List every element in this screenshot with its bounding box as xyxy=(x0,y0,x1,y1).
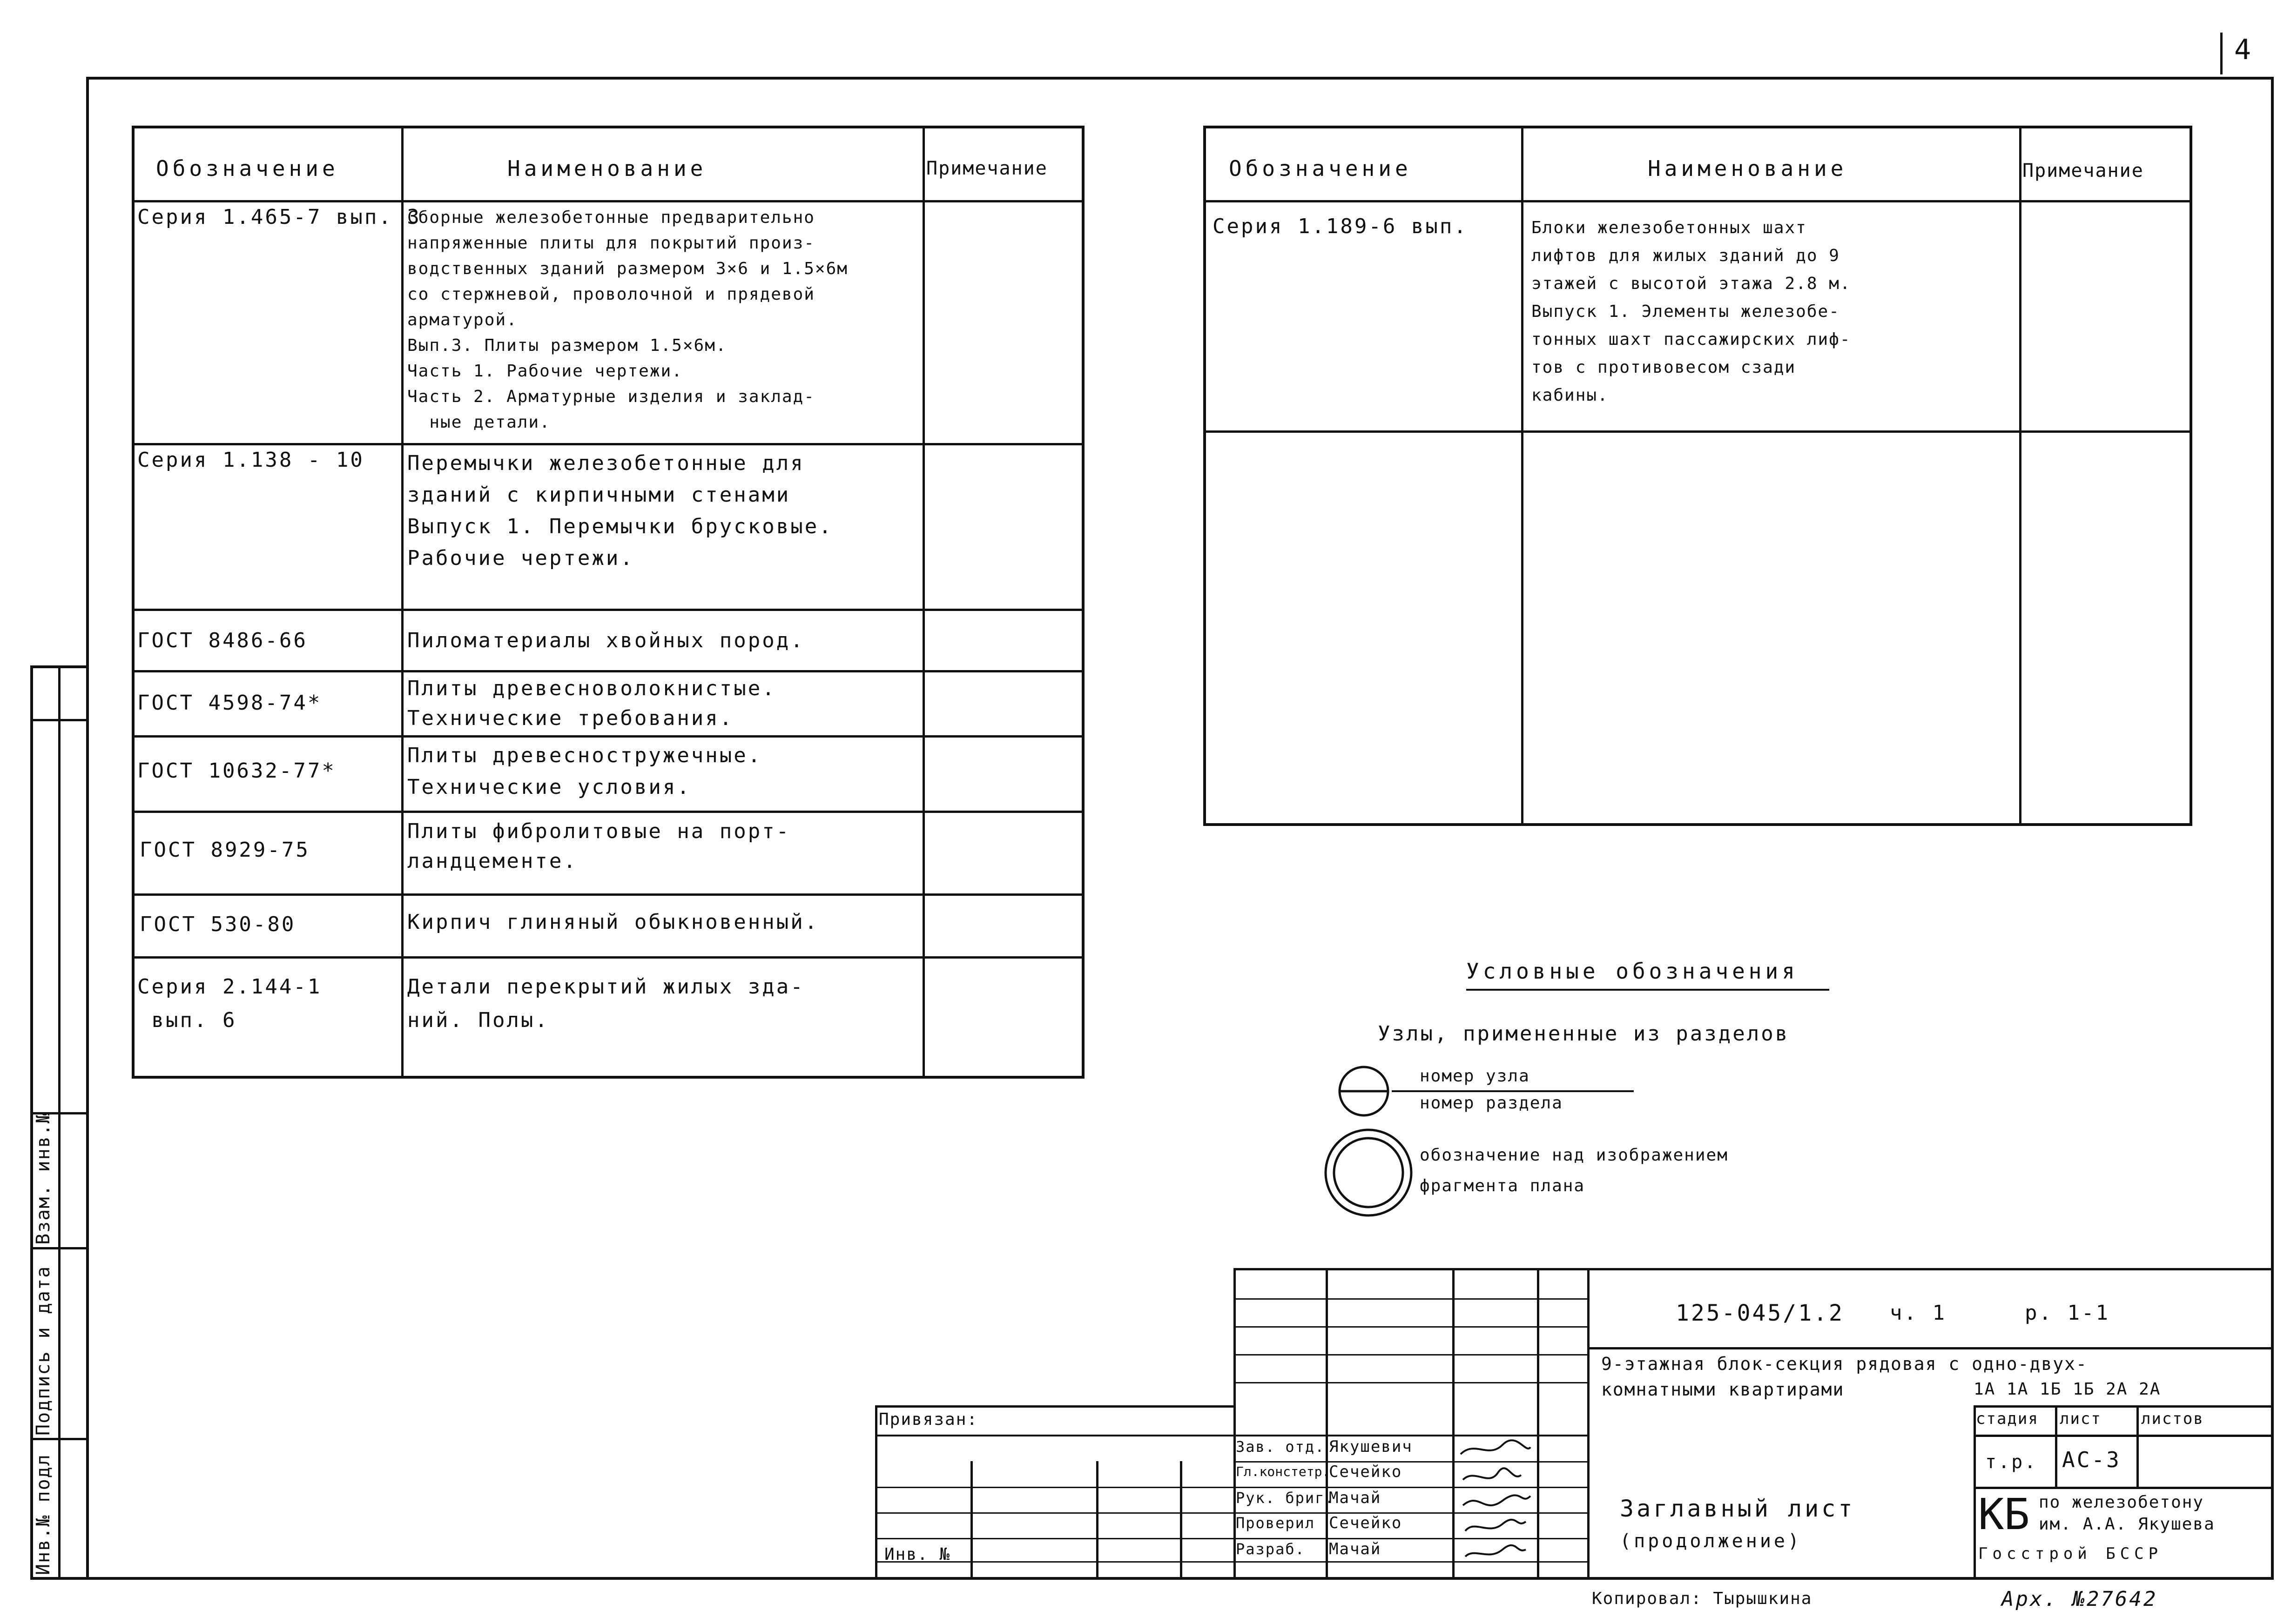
left-row-designation: Серия 1.138 - 10 xyxy=(137,448,364,472)
binding-top-line xyxy=(875,1405,1233,1408)
left-row-name: Плиты древесноволокнистые. Технические требования. xyxy=(407,677,776,730)
right-row-name: Блоки железобетонных шахт лифтов для жилых зданий до 9 этажей с высотой этажа 2.8 м. Выпуск 1. Элементы железобе- тонных шахт пассажирских лиф- тов с противовесом сзади кабины. xyxy=(1531,218,1851,405)
stamp-info-line xyxy=(1587,1347,2274,1349)
side-label-inv-orig: Инв.№ подл xyxy=(33,1454,54,1575)
stamp-col-line xyxy=(1537,1268,1539,1580)
stamp-grid-row xyxy=(1233,1298,1587,1300)
right-row-line xyxy=(1203,200,2192,202)
side-label-inv-instead: Взам. инв.№ xyxy=(33,1111,54,1245)
role-person: Сечейко xyxy=(1329,1514,1402,1532)
sheet-label: лист xyxy=(2060,1409,2102,1428)
project-section: р. 1-1 xyxy=(2025,1301,2110,1325)
stamp-info-col xyxy=(1974,1405,1976,1580)
project-part: ч. 1 xyxy=(1890,1301,1947,1325)
sheet-title-line1: Заглавный лист xyxy=(1620,1495,1855,1522)
stamp-col-line xyxy=(1587,1268,1590,1580)
side-strip-divider xyxy=(58,665,61,1580)
right-header-name: Наименование xyxy=(1648,156,1847,181)
legend-node-number: номер узла xyxy=(1420,1067,1530,1086)
fragment-circle-icon xyxy=(1322,1126,1415,1219)
signature-marks xyxy=(1456,1436,1535,1566)
side-strip-row xyxy=(30,1247,89,1249)
org-line3: Госстрой БССР xyxy=(1978,1544,2163,1563)
left-row-designation: ГОСТ 8486-66 xyxy=(137,629,308,652)
project-title-line1: 9-этажная блок-секция рядовая с одно-двух- xyxy=(1601,1354,2088,1374)
legend-subtitle: Узлы, примененные из разделов xyxy=(1378,1022,1790,1046)
project-code: 125-045/1.2 xyxy=(1676,1300,1844,1326)
legend-section-number: номер раздела xyxy=(1420,1094,1563,1113)
binding-label: Привязан: xyxy=(879,1410,978,1429)
legend-title-underline xyxy=(1466,989,1829,991)
stamp-grid-row xyxy=(1233,1354,1587,1356)
left-row-designation: ГОСТ 10632-77* xyxy=(137,759,336,783)
left-row-line xyxy=(132,443,1085,445)
stamp-grid-row xyxy=(1233,1326,1587,1328)
project-title-line2: комнатными квартирами xyxy=(1601,1379,1845,1400)
left-row-name: Пиломатериалы хвойных пород. xyxy=(407,629,805,652)
binding-col-line xyxy=(970,1461,973,1580)
binding-col-line xyxy=(1096,1461,1098,1580)
role-person: Мачай xyxy=(1329,1540,1381,1558)
stamp-info-line xyxy=(1974,1487,2274,1489)
left-row-line xyxy=(132,609,1085,611)
left-row-line xyxy=(132,670,1085,672)
left-row-name: Детали перекрытий жилых зда- ний. Полы. xyxy=(407,975,805,1032)
stamp-info-line xyxy=(1974,1435,2274,1437)
role-label: Рук. бриг. xyxy=(1236,1489,1335,1507)
left-row-name: Перемычки железобетонные для зданий с кирпичными стенами Выпуск 1. Перемычки брусковые. Рабочие чертежи. xyxy=(407,451,833,570)
sheet-value: АС-3 xyxy=(2062,1447,2121,1472)
stamp-info-col xyxy=(2055,1405,2057,1487)
left-row-designation: ГОСТ 8929-75 xyxy=(140,838,310,862)
role-person: Сечейко xyxy=(1329,1463,1402,1481)
role-person: Мачай xyxy=(1329,1489,1381,1507)
inventory-label: Инв. № xyxy=(884,1545,951,1564)
stamp-col-line xyxy=(1452,1268,1455,1580)
side-label-sign-date: Подпись и дата xyxy=(33,1265,54,1436)
legend-title: Условные обозначения xyxy=(1466,959,1799,984)
stamp-col-line xyxy=(1326,1268,1328,1580)
left-row-designation: Серия 2.144-1 вып. 6 xyxy=(137,975,322,1032)
stage-value: т.р. xyxy=(1985,1451,2038,1473)
left-header-designation: Обозначение xyxy=(156,156,339,181)
stamp-info-line xyxy=(1974,1405,2274,1408)
left-row-line xyxy=(132,956,1085,959)
left-row-designation: ГОСТ 530-80 xyxy=(140,913,296,936)
left-row-line xyxy=(132,811,1085,813)
right-row-designation: Серия 1.189-6 вып. xyxy=(1213,215,1468,238)
role-label: Проверил xyxy=(1236,1514,1315,1532)
left-row-name: Сборные железобетонные предварительно напряженные плиты для покрытий произ- водственных зданий размером 3×6 и 1.5×6м со стержневой, проволочной и прядевой арматурой. Вып.3. Плиты размером 1.5×6м. Часть 1. Рабочие чертежи. Часть 2. Арматурные изделия и заклад- ные детали. xyxy=(407,208,848,432)
role-label: Разраб. xyxy=(1236,1540,1305,1558)
stage-label: стадия xyxy=(1976,1409,2039,1428)
left-col-line-2 xyxy=(923,126,925,1079)
org-kb: КБ xyxy=(1978,1490,2030,1539)
sheets-label: листов xyxy=(2141,1409,2204,1428)
left-header-name: Наименование xyxy=(507,156,707,181)
role-person: Якушевич xyxy=(1329,1437,1413,1456)
right-row-line xyxy=(1203,430,2192,433)
sheet-title-line2: (продолжение) xyxy=(1620,1530,1802,1552)
left-row-name: Кирпич глиняный обыкновенный. xyxy=(407,910,819,934)
page-number: 4 xyxy=(2234,34,2253,66)
left-row-name: Плиты фибролитовые на порт- ландцементе. xyxy=(407,819,791,873)
org-line2: им. А.А. Якушева xyxy=(2039,1515,2215,1534)
stamp-grid-row xyxy=(1233,1382,1587,1383)
project-title-apartments: 1А 1А 1Б 1Б 2А 2А xyxy=(1974,1380,2161,1399)
stamp-left-line xyxy=(1233,1268,1236,1580)
left-row-designation: Серия 1.465-7 вып. 3 xyxy=(137,205,421,229)
left-row-designation: ГОСТ 4598-74* xyxy=(137,691,322,715)
stamp-info-col xyxy=(2136,1405,2139,1487)
right-col-line-2 xyxy=(2019,126,2021,826)
left-row-line xyxy=(132,893,1085,896)
side-strip-row xyxy=(30,719,89,721)
role-label: Гл.констетр. xyxy=(1236,1464,1330,1479)
left-row-line xyxy=(132,735,1085,738)
left-row-line xyxy=(132,200,1085,202)
stamp-top-line xyxy=(1233,1268,2274,1270)
side-strip-row xyxy=(30,1438,89,1440)
binding-col-line xyxy=(1180,1461,1182,1580)
org-line1: по железобетону xyxy=(2039,1493,2204,1512)
role-label: Зав. отд. xyxy=(1236,1438,1325,1456)
corner-divider xyxy=(2220,33,2223,74)
node-circle-icon xyxy=(1336,1063,1392,1119)
legend-designation-line2: фрагмента плана xyxy=(1420,1176,1585,1195)
binding-left-line xyxy=(875,1405,877,1580)
left-col-line-1 xyxy=(401,126,404,1079)
archive-number: Арх. №27642 xyxy=(2001,1587,2158,1611)
legend-node-divider xyxy=(1392,1090,1634,1092)
right-col-line-1 xyxy=(1521,126,1523,826)
right-header-designation: Обозначение xyxy=(1229,156,1412,181)
left-header-note: Примечание xyxy=(926,158,1048,179)
right-header-note: Примечание xyxy=(2022,160,2144,181)
copied-by: Копировал: Тырышкина xyxy=(1592,1589,1812,1608)
legend-designation-line1: обозначение над изображением xyxy=(1420,1146,1728,1165)
left-row-name: Плиты древесностружечные. Технические условия. xyxy=(407,744,762,799)
